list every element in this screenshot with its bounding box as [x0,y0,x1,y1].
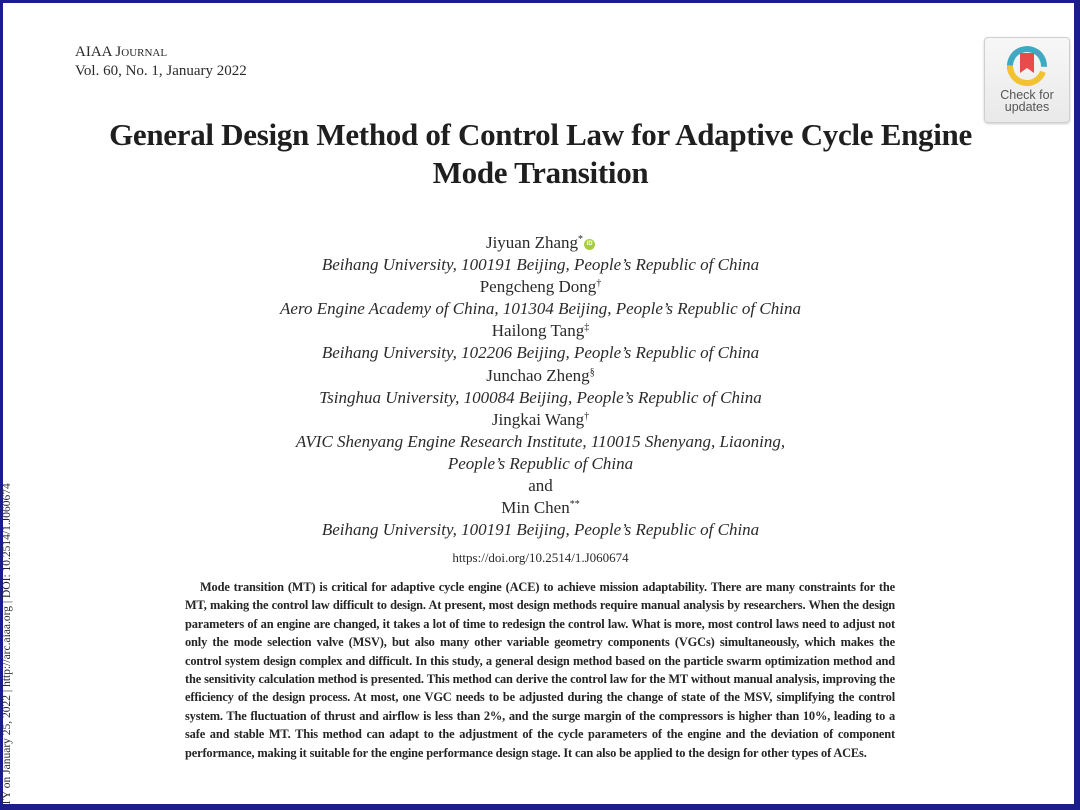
author-name [43,497,1038,519]
author-footnote-mark: * [578,234,584,245]
journal-name [75,43,247,62]
author-name [43,365,1038,387]
author-name-text: Min Chen [501,498,570,518]
author-name-text: Junchao Zheng [486,365,590,385]
author-name-text: Pengcheng Dong [479,277,597,297]
journal-name-rest: ournal [121,44,168,60]
author-list [43,232,1038,541]
author-footnote-mark: ** [569,499,580,511]
author-footnote-mark: § [589,366,595,378]
badge-line-1: Check for [1000,88,1054,102]
author-name-text: Jingkai Wang [491,409,585,429]
check-for-updates-button[interactable] [984,37,1070,123]
author-affiliation: Beihang University, 100191 Beijing, People’s Republic of China [321,520,760,540]
author-name-text: Hailong Tang [491,321,585,341]
author-footnote-mark: † [596,278,602,290]
badge-line-2: updates [1004,100,1050,114]
title-line-2: Mode Transition [432,155,649,190]
and-separator: and [528,476,553,496]
journal-name-first: AIAA J [75,44,122,60]
check-for-updates-label [985,89,1069,113]
orcid-icon[interactable]: iD [584,239,595,250]
crossmark-icon [1005,44,1049,88]
author-affiliation: People’s Republic of China [447,453,634,473]
paper-page [3,3,1074,804]
abstract: Mode transition (MT) is critical for adaptive cycle engine (ACE) to achieve mission adaptability. There are many constraints for the MT, making the control law difficult to design. At present, most design methods require manual analysis by researchers. When the design parameters of an engine are changed, it takes a lot of time to redesign the control law. What is more, most control laws need to adjust not only the mode selection valve (MSV), but also many other variable geometry components (VGCs) simultaneously, which makes the control system design complex and difficult. In this study, a general design method based on the particle swarm optimization method and the sensitivity calculation method is presented. This method can derive the control law for the MT without manual analysis, improving the efficiency of the design process. At most, one VGC needs to be adjusted during the change of state of the MSV, simplifying the control system. The fluctuation of thrust and airflow is less than 2%, and the surge margin of the compressors is higher than 10%, leading to a safe and stable MT. This method can adapt to the adjustment of the cycle parameters of the engine and the deviation of component performance, making it suitable for the engine performance design stage. It can also be applied to the design for other types of ACEs. [185,580,895,760]
author-affiliation: Beihang University, 100191 Beijing, People’s Republic of China [321,255,760,275]
author-name [43,276,1038,298]
doi-link[interactable]: https://doi.org/10.2514/1.J060674 [452,550,629,565]
author-affiliation: AVIC Shenyang Engine Research Institute, 110015 Shenyang, Liaoning, [295,431,786,451]
author-name [43,232,1038,254]
journal-header [75,43,247,81]
author-affiliation: Tsinghua University, 100084 Beijing, People’s Republic of China [319,387,762,407]
title-line-1: General Design Method of Control Law for Adaptive Cycle Engine [109,117,972,152]
journal-issue: Vol. 60, No. 1, January 2022 [75,63,247,79]
paper-title [43,116,1038,192]
author-affiliation: Beihang University, 102206 Beijing, People’s Republic of China [321,343,760,363]
author-footnote-mark: ‡ [584,322,590,334]
author-affiliation: Aero Engine Academy of China, 101304 Beijing, People’s Republic of China [280,299,801,319]
download-info-strip: TY on January 25, 2022 | http://arc.aiaa.org | DOI: 10.2514/1.J060674 [1,483,13,806]
author-name-text: Jiyuan Zhang [485,233,579,252]
author-name [43,320,1038,342]
author-footnote-mark: † [584,410,590,422]
author-name [43,409,1038,431]
